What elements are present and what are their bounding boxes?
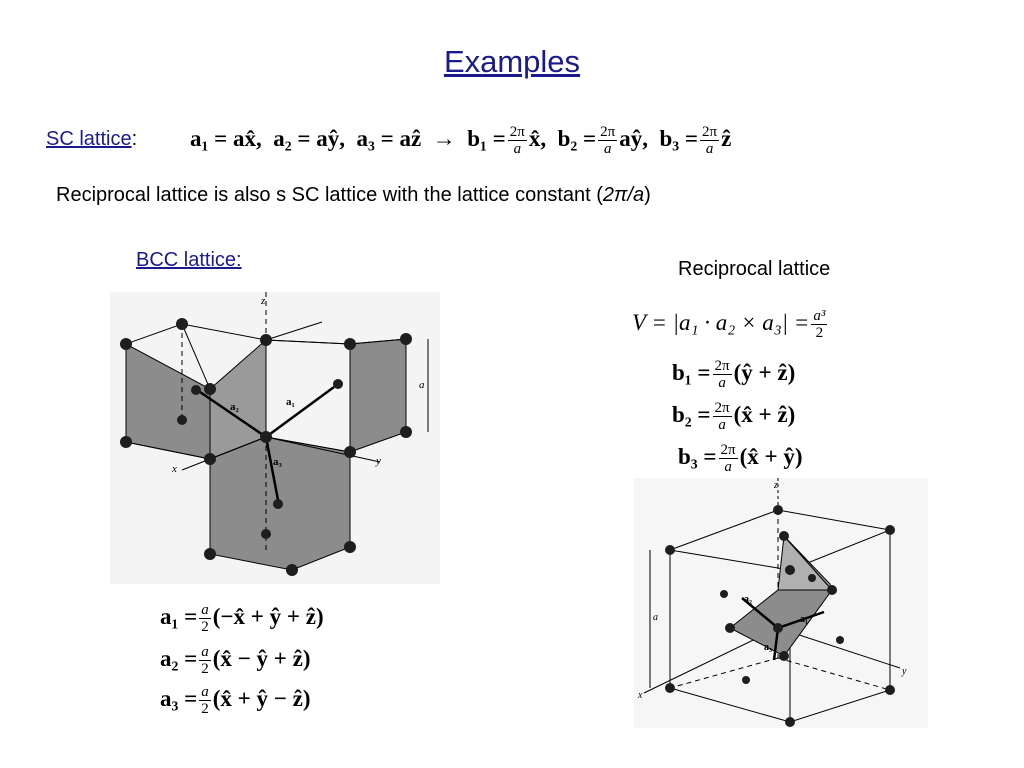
sc-equation <box>190 124 731 157</box>
volume-frac: $\frac{\text{a³}}{2}$ <box>813 308 826 341</box>
bcc-a2-lhs: a₂ = <box>160 645 198 671</box>
fcc-atom <box>725 623 735 633</box>
bcc-a2-label: a₂ <box>230 401 239 413</box>
sc-b3-lhs: b₃ = <box>659 125 699 151</box>
fcc-atom <box>665 683 675 693</box>
bcc-atom <box>204 383 216 395</box>
bcc-a1-lhs: a₁ = <box>160 603 198 629</box>
sc-b1-rhs: x̂, <box>528 125 547 151</box>
fcc-a1-label: a₁ <box>800 614 808 625</box>
bcc-atom <box>260 334 272 346</box>
bcc-lattice-label: BCC lattice: <box>136 249 242 271</box>
fcc-atom <box>665 545 675 555</box>
bcc-a1-rhs: (−x̂ + ŷ + ẑ) <box>212 603 324 629</box>
rb3-rhs: (x̂ + ŷ) <box>739 443 803 469</box>
bcc-atom <box>191 385 201 395</box>
bcc-a-label: a <box>419 379 425 391</box>
bcc-a3-frac: $\frac{a}{2}$ <box>201 684 209 717</box>
bcc-atom <box>344 338 356 350</box>
bcc-a1-frac: $\frac{a}{2}$ <box>201 602 209 635</box>
bcc-atom <box>204 453 216 465</box>
reciprocal-lattice-label: Reciprocal lattice <box>678 258 831 280</box>
fcc-y-label: y <box>902 666 907 677</box>
sc-colon: : <box>131 128 138 150</box>
fcc-atom <box>773 505 783 515</box>
sc-a2: a₂ = aŷ, <box>273 125 346 151</box>
fcc-a2-label: a₂ <box>744 594 752 605</box>
bcc-atom <box>261 529 271 539</box>
bcc-a3-lhs: a₃ = <box>160 685 198 711</box>
bcc-y-label: y <box>376 455 381 467</box>
reciprocal-volume-eq <box>632 308 829 341</box>
bcc-atom <box>344 446 356 458</box>
rb3-lhs: b₃ = <box>678 443 717 469</box>
sc-b1-frac: $\frac{2\pi}{a}$ <box>509 124 525 157</box>
rb2-rhs: (x̂ + ẑ) <box>733 401 796 427</box>
bcc-face-right <box>350 339 406 452</box>
fcc-atom <box>836 636 844 644</box>
bcc-atom <box>176 318 188 330</box>
sc-note-emph: 2π/a <box>602 184 645 206</box>
bcc-atom <box>344 541 356 553</box>
bcc-a2-rhs: (x̂ − ŷ + ẑ) <box>212 645 311 671</box>
bcc-atom <box>177 415 187 425</box>
bcc-a2-eq <box>160 644 311 677</box>
fcc-atom <box>720 590 728 598</box>
fcc-atom <box>779 531 789 541</box>
fcc-atom <box>785 565 795 575</box>
sc-b2-rhs: aŷ, <box>619 125 648 151</box>
sc-b3-frac: $\frac{2\pi}{a}$ <box>702 124 718 157</box>
sc-note-close: ) <box>644 184 651 206</box>
bcc-atom <box>120 436 132 448</box>
reciprocal-b2-eq <box>672 400 795 433</box>
reciprocal-b3-eq <box>678 442 803 475</box>
rb2-lhs: b₂ = <box>672 401 711 427</box>
page-title: Examples <box>443 44 581 79</box>
sc-b3-rhs: ẑ <box>721 125 732 151</box>
bcc-x-label: x <box>172 463 177 475</box>
sc-note-text: Reciprocal lattice is also s SC lattice with the lattice constant ( <box>56 184 603 206</box>
rb3-frac: $\frac{2\pi}{a}$ <box>720 442 736 475</box>
fcc-x-label: x <box>638 690 643 701</box>
rb2-frac: $\frac{2\pi}{a}$ <box>714 400 730 433</box>
bcc-atom <box>120 338 132 350</box>
bcc-atom <box>286 564 298 576</box>
fcc-atom <box>885 525 895 535</box>
bcc-atom <box>260 431 272 443</box>
sc-lattice-link: SC lattice <box>46 128 132 150</box>
bcc-a1-eq <box>160 602 324 635</box>
reciprocal-b1-eq <box>672 358 795 391</box>
sc-note <box>56 184 651 207</box>
fcc-z-label: z <box>774 480 778 491</box>
sc-lattice-label <box>46 128 137 151</box>
fcc-a3-label: a₃ <box>764 642 772 653</box>
bcc-a2-frac: $\frac{a}{2}$ <box>201 644 209 677</box>
rb1-frac: $\frac{2\pi}{a}$ <box>714 358 730 391</box>
rb1-lhs: b₁ = <box>672 359 711 385</box>
bcc-a3-eq <box>160 684 311 717</box>
bcc-atom <box>400 426 412 438</box>
fcc-atom <box>779 651 789 661</box>
fcc-atom <box>808 574 816 582</box>
sc-a1: a₁ = ax̂, <box>190 125 262 151</box>
sc-b2-frac: $\frac{2\pi}{a}$ <box>600 124 616 157</box>
sc-b2-lhs: b₂ = <box>557 125 597 151</box>
fcc-atom <box>773 623 783 633</box>
bcc-atom <box>273 499 283 509</box>
bcc-atom <box>204 548 216 560</box>
reciprocal-lattice-figure <box>634 478 928 728</box>
sc-arrow: → <box>432 125 456 151</box>
bcc-z-label: z <box>261 295 266 307</box>
bcc-a3-label: a₃ <box>273 456 282 468</box>
volume-lhs: V = |a₁ · a₂ × a₃| = <box>632 309 810 335</box>
fcc-a-label: a <box>653 612 658 623</box>
sc-a3: a₃ = aẑ <box>356 125 422 151</box>
bcc-atom <box>400 333 412 345</box>
sc-b1-lhs: b₁ = <box>467 125 506 151</box>
fcc-atom <box>785 717 795 727</box>
bcc-a3-rhs: (x̂ + ŷ − ẑ) <box>212 685 311 711</box>
fcc-atom <box>827 585 837 595</box>
bcc-lattice-figure <box>110 292 440 584</box>
rb1-rhs: (ŷ + ẑ) <box>733 359 796 385</box>
fcc-atom <box>742 676 750 684</box>
bcc-atom <box>333 379 343 389</box>
bcc-a1-label: a₁ <box>286 396 295 408</box>
fcc-atom <box>885 685 895 695</box>
